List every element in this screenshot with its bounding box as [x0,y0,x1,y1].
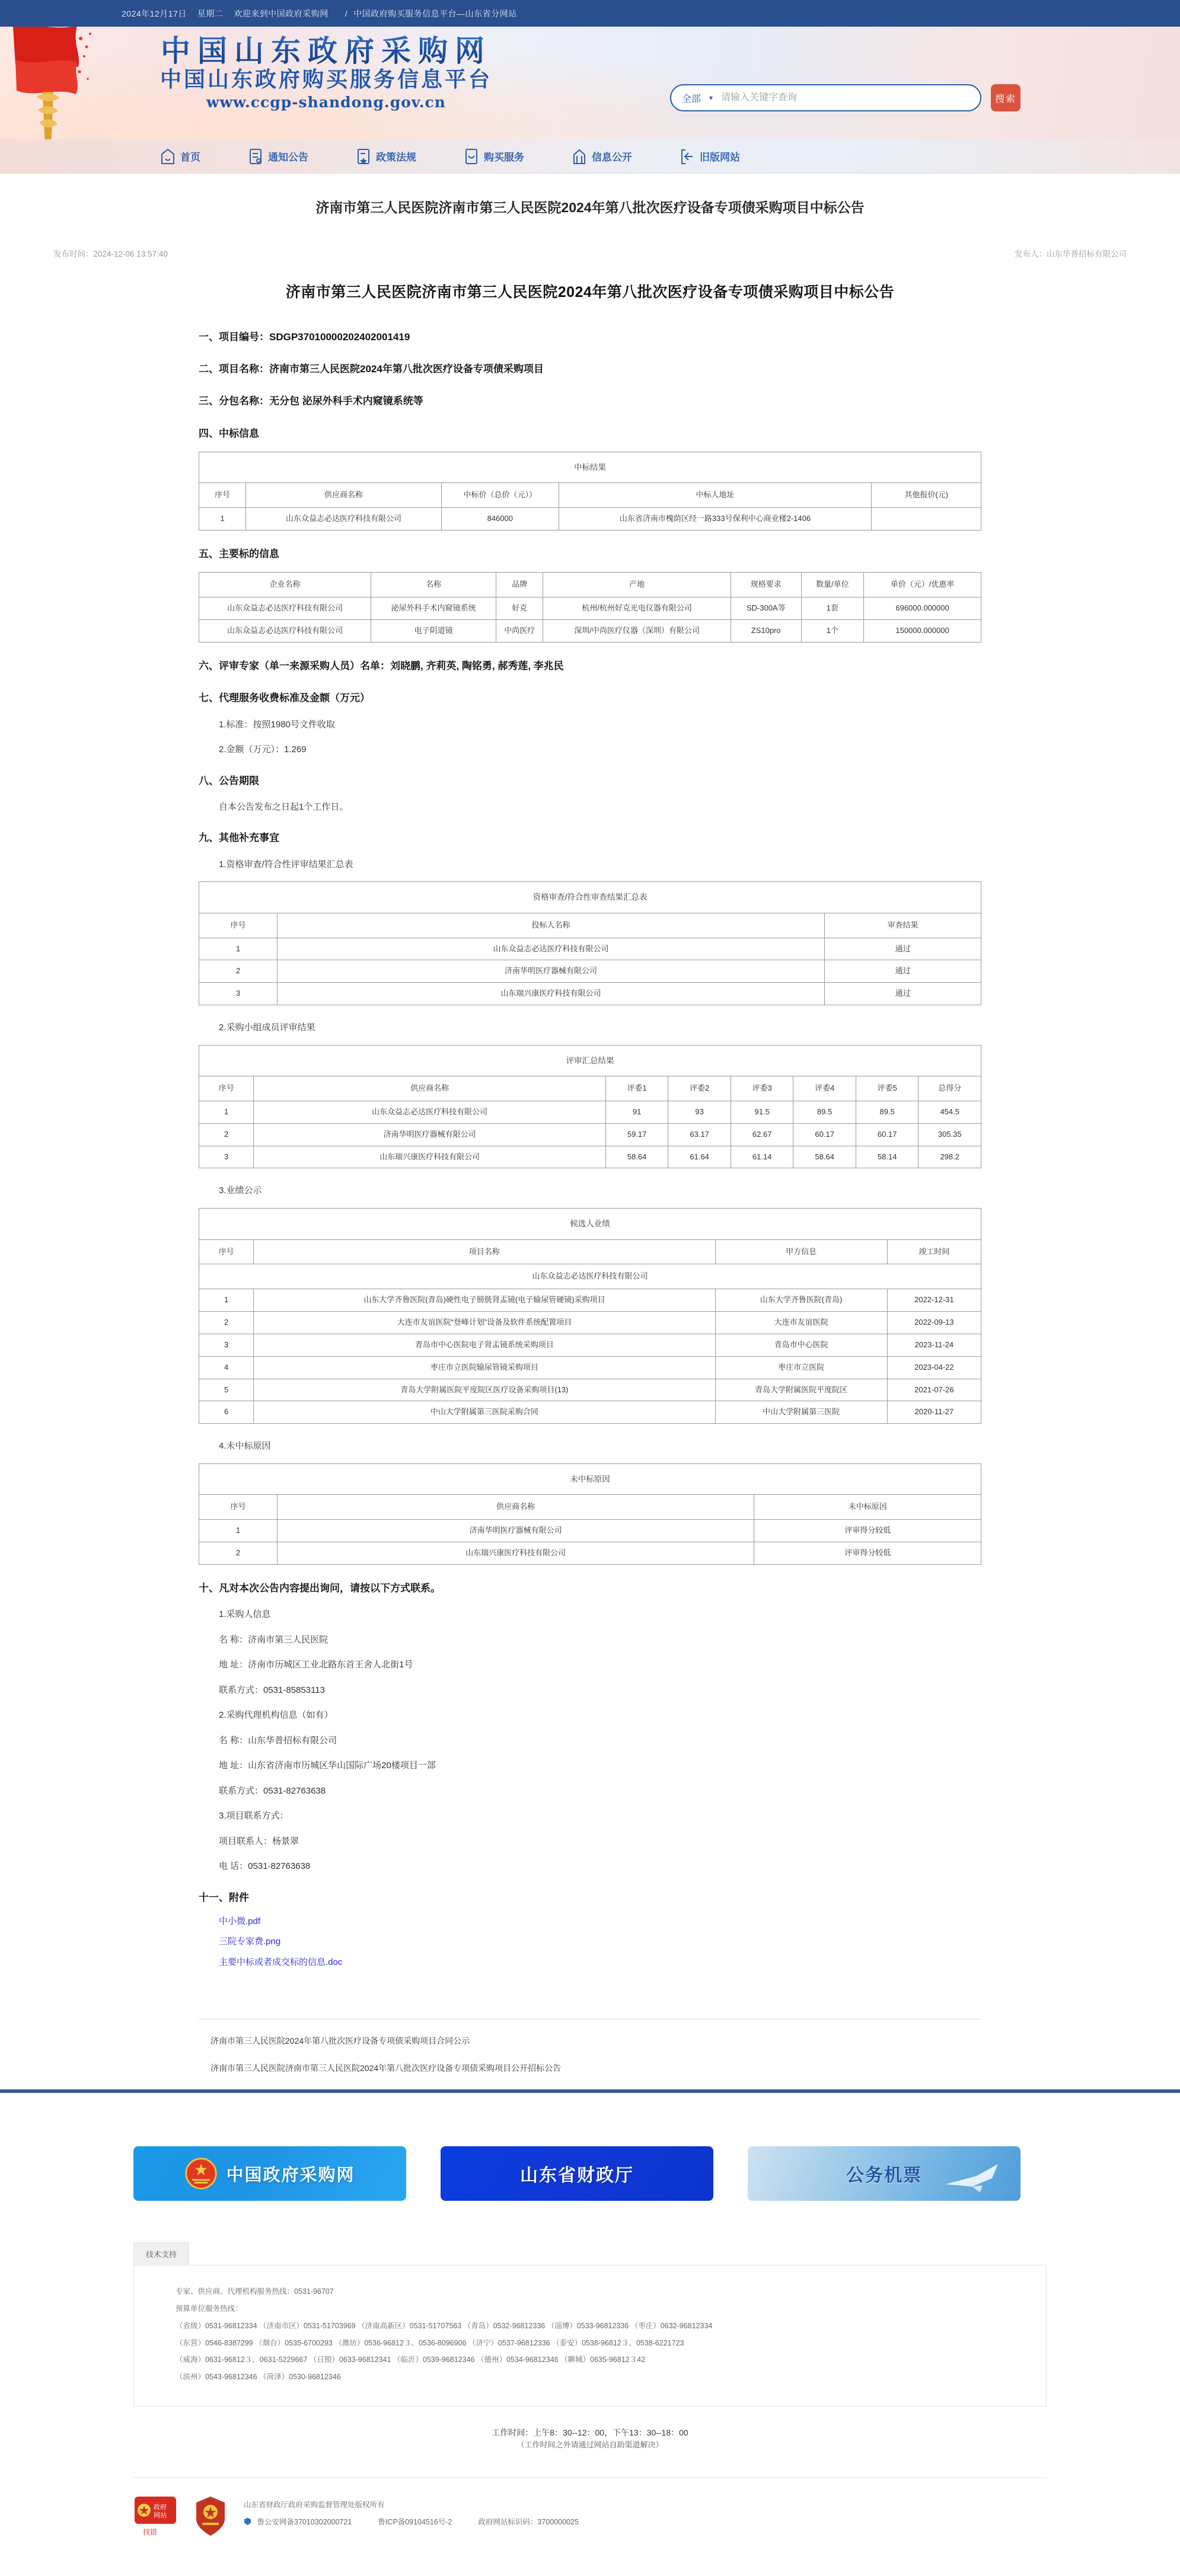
table-header-row [199,1239,981,1264]
col-header: 评委5 [856,1076,919,1101]
cell: 杭州/杭州好克光电仪器有限公司 [543,597,731,620]
col-header: 产地 [543,573,731,597]
table-row [199,983,981,1005]
chevron-down-icon[interactable]: ▾ [709,94,713,102]
cell: 山东众益志必达医疗科技有限公司 [277,938,824,960]
purchaser-info-label: 1.采购人信息 [219,1609,271,1620]
agency-phone: 联系方式：0531-82763638 [219,1785,326,1796]
cell: 山东省济南市槐荫区经一路333号保利中心商业楼2-1406 [559,508,872,530]
col-header: 供应商名称 [246,483,442,508]
cell: 评审得分较低 [754,1520,981,1542]
table-row [199,1542,981,1565]
hotline-line: （东营）0546-8387299 （烟台）0535-6700293 （潍坊）0536-96812３、0536-8096906 （济宁）0537-96812336 （泰安）0538-96812３、0538-6221723 [176,2338,684,2347]
section-package-name: 三、分包名称：无分包 泌尿外科手术内窥镜系统等 [199,395,423,407]
cell: 通过 [825,938,981,960]
col-header: 甲方信息 [715,1239,887,1264]
table-caption: 评审汇总结果 [199,1045,981,1076]
icp-text: 鲁ICP备09104516号-2 [378,2517,452,2526]
related-link[interactable]: 济南市第三人民医院济南市第三人民医院2024年第八批次医疗设备专项债采购项目公开招标公告 [211,2063,562,2073]
banner-text-block [119,34,534,111]
footer-banner-links [0,2093,1180,2201]
publish-time-value: 2024-12-06 13:57:40 [93,249,168,258]
cell: 1 [199,508,246,530]
table-caption: 候选人业绩 [199,1208,981,1239]
cell: 89.5 [856,1101,919,1123]
cell: 91.5 [731,1101,793,1123]
cell: 1 [199,1520,278,1542]
airplane-icon [941,2160,1012,2196]
table-row [199,1312,981,1334]
col-header: 评委3 [731,1076,793,1101]
topbar-weekday: 星期二 [197,8,224,18]
publisher [1015,247,1127,259]
project-contact-label: 3.项目联系方式： [219,1811,289,1821]
gov-site-id: 政府网站标识码：3700000025 [478,2517,579,2526]
cell: 89.5 [793,1101,856,1123]
cell: 山东瑞兴康医疗科技有限公司 [277,1542,754,1565]
cell: 济南华明医疗器械有限公司 [277,1520,754,1542]
table-caption-row [199,1463,981,1495]
table-caption-row [199,1208,981,1239]
cell: 696000.000000 [864,597,981,620]
police-record [244,2514,352,2531]
cell: 山东大学齐鲁医院(青岛) [715,1289,887,1312]
cell: 6 [199,1401,254,1424]
hotline-budget-label: 预算单位服务热线： [176,2305,243,2313]
policy-icon [356,148,371,165]
cell: 2021-07-26 [887,1379,981,1401]
cell: 61.14 [731,1146,793,1168]
col-header: 评委1 [605,1076,668,1101]
cell: 枣庄市立医院 [715,1356,887,1379]
banner-site-name: 中国山东政府采购网 [119,34,534,68]
publish-time [53,247,168,259]
agency-fee-amount: 2.金额（万元）：1.269 [219,744,307,755]
section-review-experts: 六、评审专家（单一来源采购人员）名单：刘晓鹏, 齐莉英, 陶铭勇, 郝秀莲, 李兆民 [199,660,564,672]
scoring-table [199,1045,981,1169]
cell: 泌尿外科手术内窥镜系统 [371,597,496,620]
support-tab-label: 技术支持 [133,2242,189,2265]
cell: 通过 [825,960,981,983]
subsection-nonaward: 4.未中标原因 [219,1441,271,1452]
agency-fee-standard: 1.标准：按照1980号文件收取 [219,719,335,730]
technical-support-section [0,2201,1180,2453]
main-items-body [199,573,981,643]
col-header: 序号 [199,1076,254,1101]
agency-name: 名 称：山东华普招标有限公司 [219,1735,337,1746]
cell: 58.64 [793,1146,856,1168]
cell: 济南华明医疗器械有限公司 [277,960,824,983]
table-row [199,1123,981,1146]
cell: 山东众益志必达医疗科技有限公司 [199,620,371,643]
hotline-expert: 专家、供应商、代理机构服务热线：0531-96707 [176,2287,334,2296]
purchaser-name: 名 称：济南市第三人民医院 [219,1634,329,1645]
table-row [199,1289,981,1312]
cell: 4 [199,1356,254,1379]
red-flag-icon [7,27,96,139]
cell: 枣庄市立医院输尿管镜采购项目 [254,1356,715,1379]
section-announcement-period: 八、公告期限 [199,775,259,787]
search-button[interactable]: 搜索 [991,84,1020,111]
col-header: 数量/单位 [801,573,864,597]
table-header-row [199,1495,981,1520]
cell: 454.5 [919,1101,981,1123]
cell: 91 [605,1101,668,1123]
cell: 2022-12-31 [887,1289,981,1312]
oldsite-icon [680,148,695,165]
cell: 山东众益志必达医疗科技有限公司 [199,597,371,620]
footer-bottom [133,2477,1047,2576]
table-row [199,508,981,530]
section-award-info: 四、中标信息 [199,427,259,439]
col-header: 企业名称 [199,573,371,597]
main-navigation [0,139,1180,174]
cell: SD-300A等 [731,597,801,620]
purchaser-address: 地 址：济南市历城区工业北路东首王舍人北街1号 [219,1660,413,1670]
cell: 2020-11-27 [887,1401,981,1424]
gov-website-feedback-icon[interactable] [133,2494,177,2540]
subsection-qualification: 1.资格审查/符合性评审结果汇总表 [219,859,353,870]
col-header: 单价（元）/优惠率 [864,573,981,597]
publisher-label: 发布人： [1015,249,1047,258]
performance-table [199,1208,981,1424]
cell: 评审得分较低 [754,1542,981,1565]
search-area [670,84,1020,111]
banner-label: 公务机票 [846,2165,922,2187]
topbar-date: 2024年12月17日 [122,8,187,18]
scoring-body [199,1045,981,1168]
cell: 好克 [496,597,543,620]
table-caption-row [199,882,981,913]
related-link[interactable]: 济南市第三人民医院2024年第八批次医疗设备专项债采购项目合同公示 [211,2036,470,2046]
national-emblem-icon [184,2157,218,2190]
cell: 青岛市中心医院 [715,1334,887,1356]
nav-item-oldsite[interactable] [680,148,740,165]
nonaward-body [199,1463,981,1564]
cell: 山东瑞兴康医疗科技有限公司 [254,1146,606,1168]
col-header: 中标人地址 [559,483,872,508]
footer-text-block [244,2494,579,2531]
table-caption: 资格审查/符合性审查结果汇总表 [199,882,981,913]
col-header: 序号 [199,1239,254,1264]
cell: 3 [199,983,278,1005]
cell: 1 [199,1289,254,1312]
publish-time-label: 发布时间： [53,249,94,258]
section-project-name: 二、项目名称：济南市第三人民医院2024年第八批次医疗设备专项债采购项目 [199,363,544,375]
agency-address: 地 址：山东省济南市历城区华山国际广场20楼项目一部 [219,1760,436,1771]
page-body [0,174,1180,2074]
cell: 58.64 [605,1146,668,1168]
cell: 846000 [441,508,559,530]
section-main-items: 五、主要标的信息 [199,548,279,560]
col-header: 名称 [371,573,496,597]
cell: ZS10pro [731,620,801,643]
col-header: 序号 [199,1495,278,1520]
disclosure-icon [572,148,587,165]
table-caption: 未中标原因 [199,1463,981,1495]
cell: 青岛市中心医院电子肾盂镜系统采购项目 [254,1334,715,1356]
cell: 2023-04-22 [887,1356,981,1379]
search-box[interactable] [670,84,981,111]
table-row [199,938,981,960]
purchaser-phone: 联系方式：0531-85853113 [219,1685,325,1695]
cell: 青岛大学附属医院平度院区 [715,1379,887,1401]
cell: 62.67 [731,1123,793,1146]
cell: 58.14 [856,1146,919,1168]
qualification-table [199,881,981,1005]
col-header: 序号 [199,483,246,508]
section-contact: 十、凡对本次公告内容提出询问，请按以下方式联系。 [199,1582,441,1594]
nav-item-disclosure[interactable] [572,148,632,165]
award-result-table [199,452,981,530]
topbar-separator: / [345,8,348,18]
attachment-link[interactable]: 主要中标或者成交标的信息.doc [219,1957,343,1967]
banner-label: 中国政府采购网 [226,2164,355,2185]
cell: 大连市友谊医院 [715,1312,887,1334]
svg-text:找错: 找错 [143,2527,158,2536]
col-header: 序号 [199,913,278,938]
publisher-value: 山东华普招标有限公司 [1047,249,1127,258]
col-header: 其他报价(元) [872,483,981,508]
table-row [199,1101,981,1123]
support-content [133,2265,1047,2406]
cell: 1 [199,938,278,960]
table-caption-row [199,1045,981,1076]
cell: 2023-11-24 [887,1334,981,1356]
banner-site-url: www.ccgp-shandong.gov.cn [206,93,446,111]
col-header: 投标人名称 [277,913,824,938]
hotline-line: （省级）0531-96812334 （济南市区）0531-51703969 （济南高新区）0531-51707563 （青岛）0532-96812336 （淄博）0533-96812336 （枣庄）0632-96812334 [176,2321,713,2330]
cell: 山东众益志必达医疗科技有限公司 [254,1101,606,1123]
section-attachments: 十一、附件 [199,1891,249,1903]
project-contact-phone: 电 话：0531-82763638 [219,1861,311,1872]
cell: 中山大学附属第三医院 [715,1401,887,1424]
nav-item-announcement[interactable] [248,148,308,165]
cell: 通过 [825,983,981,1005]
cell: 深圳/中尚医疗仪器（深圳）有限公司 [543,620,731,643]
banner-link-ccgp[interactable] [133,2146,406,2201]
col-header: 总得分 [919,1076,981,1101]
banner-platform-name: 中国山东政府购买服务信息平台 [160,66,492,92]
cell: 3 [199,1334,254,1356]
cell: 2 [199,1312,254,1334]
cell: 山东瑞兴康医疗科技有限公司 [277,983,824,1005]
cell: 63.17 [668,1123,731,1146]
hotline-line: （滨州）0543-96812346 （菏泽）0530-96812346 [176,2373,341,2382]
cell: 山东众益志必达医疗科技有限公司 [246,508,442,530]
qualification-body [199,882,981,1005]
banner-link-sd-finance[interactable] [441,2146,713,2201]
agency-info-label: 2.采购代理机构信息（如有） [219,1710,333,1721]
footer-id-row [244,2514,579,2531]
table-row [199,620,981,643]
cell: 59.17 [605,1123,668,1146]
nav-label: 购买服务 [484,152,524,164]
search-input[interactable] [720,92,969,104]
cell: 2 [199,1542,278,1565]
nav-label: 通知公告 [268,152,308,164]
section-other-matters: 九、其他补充事宜 [199,832,279,844]
table-row [199,1356,981,1379]
announcement-icon [248,148,263,165]
announcement-period-text: 自本公告发布之日起1个工作日。 [219,801,349,812]
table-row [199,960,981,983]
nav-label: 信息公开 [592,152,632,164]
table-caption-row [199,452,981,483]
article-title: 济南市第三人民医院济南市第三人民医院2024年第八批次医疗设备专项债采购项目中标公告 [285,283,895,301]
topbar-welcome: 欢迎来到中国政府采购网 [234,8,329,18]
cell: 1个 [801,620,864,643]
document-header [0,174,1180,219]
cell: 93 [668,1101,731,1123]
table-group-row [199,1264,981,1289]
cell: 大连市友谊医院“登峰计划”设备及软件系统配置项目 [254,1312,715,1334]
table-row [199,1334,981,1356]
cell: 电子阴道镜 [371,620,496,643]
award-result-body [199,452,981,530]
table-row [199,1379,981,1401]
col-header: 供应商名称 [254,1076,606,1101]
cell: 中尚医疗 [496,620,543,643]
col-header: 项目名称 [254,1239,715,1264]
work-time-note: （工作时间之外请通过网站自助渠道解决） [516,2440,664,2449]
col-header: 品牌 [496,573,543,597]
svg-text:网站: 网站 [154,2511,167,2519]
hotline-line: （威海）0631-96812３、0631-5229667 （日照）0633-96812341 （临沂）0539-96812346 （德州）0534-96812346 （聊城）0635-96812３42 [176,2356,646,2364]
table-row [199,1520,981,1542]
subsection-performance: 3.业绩公示 [219,1185,262,1196]
cell: 中山大学附属第三医院采购合同 [254,1401,715,1424]
copyright-line: 山东省财政厅政府采购监督管理处版权所有 [244,2500,385,2509]
table-header-row [199,1076,981,1101]
cell: 济南华明医疗器械有限公司 [254,1123,606,1146]
col-header: 未中标原因 [754,1495,981,1520]
announcement-article [0,259,1180,1993]
cell: 1套 [801,597,864,620]
svg-text:政府: 政府 [154,2503,167,2511]
cell [872,508,981,530]
col-header: 评委2 [668,1076,731,1101]
cell: 山东大学齐鲁医院(青岛)硬性电子膀胱肾盂镜(电子输尿管硬镜)采购项目 [254,1289,715,1312]
nonaward-table [199,1463,981,1565]
nav-label: 政策法规 [376,152,416,164]
table-header-row [199,913,981,938]
col-header: 竣工时间 [887,1239,981,1264]
attachment-link[interactable]: 中小微.pdf [219,1916,261,1926]
cell: 150000.000000 [864,620,981,643]
performance-body [199,1208,981,1423]
cell: 青岛大学附属医院平度院区医疗设备采购项目(13) [254,1379,715,1401]
nav-label: 首页 [180,152,200,164]
cell: 2 [199,960,278,983]
nav-label: 旧版网站 [700,152,740,164]
project-contact-person: 项目联系人：杨景翠 [219,1836,299,1846]
banner-link-air-ticket[interactable] [748,2146,1020,2201]
site-banner [0,27,1180,139]
col-header: 审查结果 [825,913,981,938]
shield-icon [244,2517,251,2526]
group-label: 山东众益志必达医疗科技有限公司 [199,1264,981,1289]
nav-item-policy[interactable] [356,148,416,165]
nav-item-home[interactable] [160,148,200,165]
police-record-text: 鲁公安网备37010302000721 [257,2517,352,2526]
document-meta [0,219,1180,259]
cell: 61.64 [668,1146,731,1168]
col-header: 供应商名称 [277,1495,754,1520]
cell: 2022-09-13 [887,1312,981,1334]
cell: 60.17 [856,1123,919,1146]
table-header-row [199,483,981,508]
table-row [199,597,981,620]
work-time-block [133,2406,1047,2453]
cell: 305.35 [919,1123,981,1146]
cell: 60.17 [793,1123,856,1146]
cell: 5 [199,1379,254,1401]
table-caption: 中标结果 [199,452,981,483]
main-items-table [199,572,981,643]
home-icon [160,148,176,165]
cell: 298.2 [919,1146,981,1168]
subsection-scoring: 2.采购小组成员评审结果 [219,1022,315,1033]
col-header: 中标价（总价（元）） [441,483,559,508]
table-row [199,1146,981,1168]
section-project-number: 一、项目编号：SDGP37010000202402001419 [199,331,410,343]
related-announcements [199,2019,981,2074]
table-header-row [199,573,981,597]
nav-item-service[interactable] [464,148,524,165]
top-info-bar [0,0,1180,27]
work-time-main: 工作时间：上午8：30--12：00，下午13：30--18：00 [492,2427,688,2437]
cell: 3 [199,1146,254,1168]
page-title: 济南市第三人民医院济南市第三人民医院2024年第八批次医疗设备专项债采购项目中标公告 [315,200,865,215]
section-agency-fee: 七、代理服务收费标准及金额（万元） [199,692,370,704]
search-scope-label[interactable]: 全部 [682,94,701,104]
banner-label: 山东省财政厅 [520,2165,634,2187]
cell: 2 [199,1123,254,1146]
attachment-link[interactable]: 三院专家费.png [219,1936,281,1947]
network-police-icon[interactable] [193,2494,228,2540]
cell: 1 [199,1101,254,1123]
table-row [199,1401,981,1424]
service-icon [464,148,479,165]
col-header: 评委4 [793,1076,856,1101]
col-header: 规格要求 [731,573,801,597]
topbar-platform: 中国政府购买服务信息平台—山东省分网站 [353,8,517,18]
